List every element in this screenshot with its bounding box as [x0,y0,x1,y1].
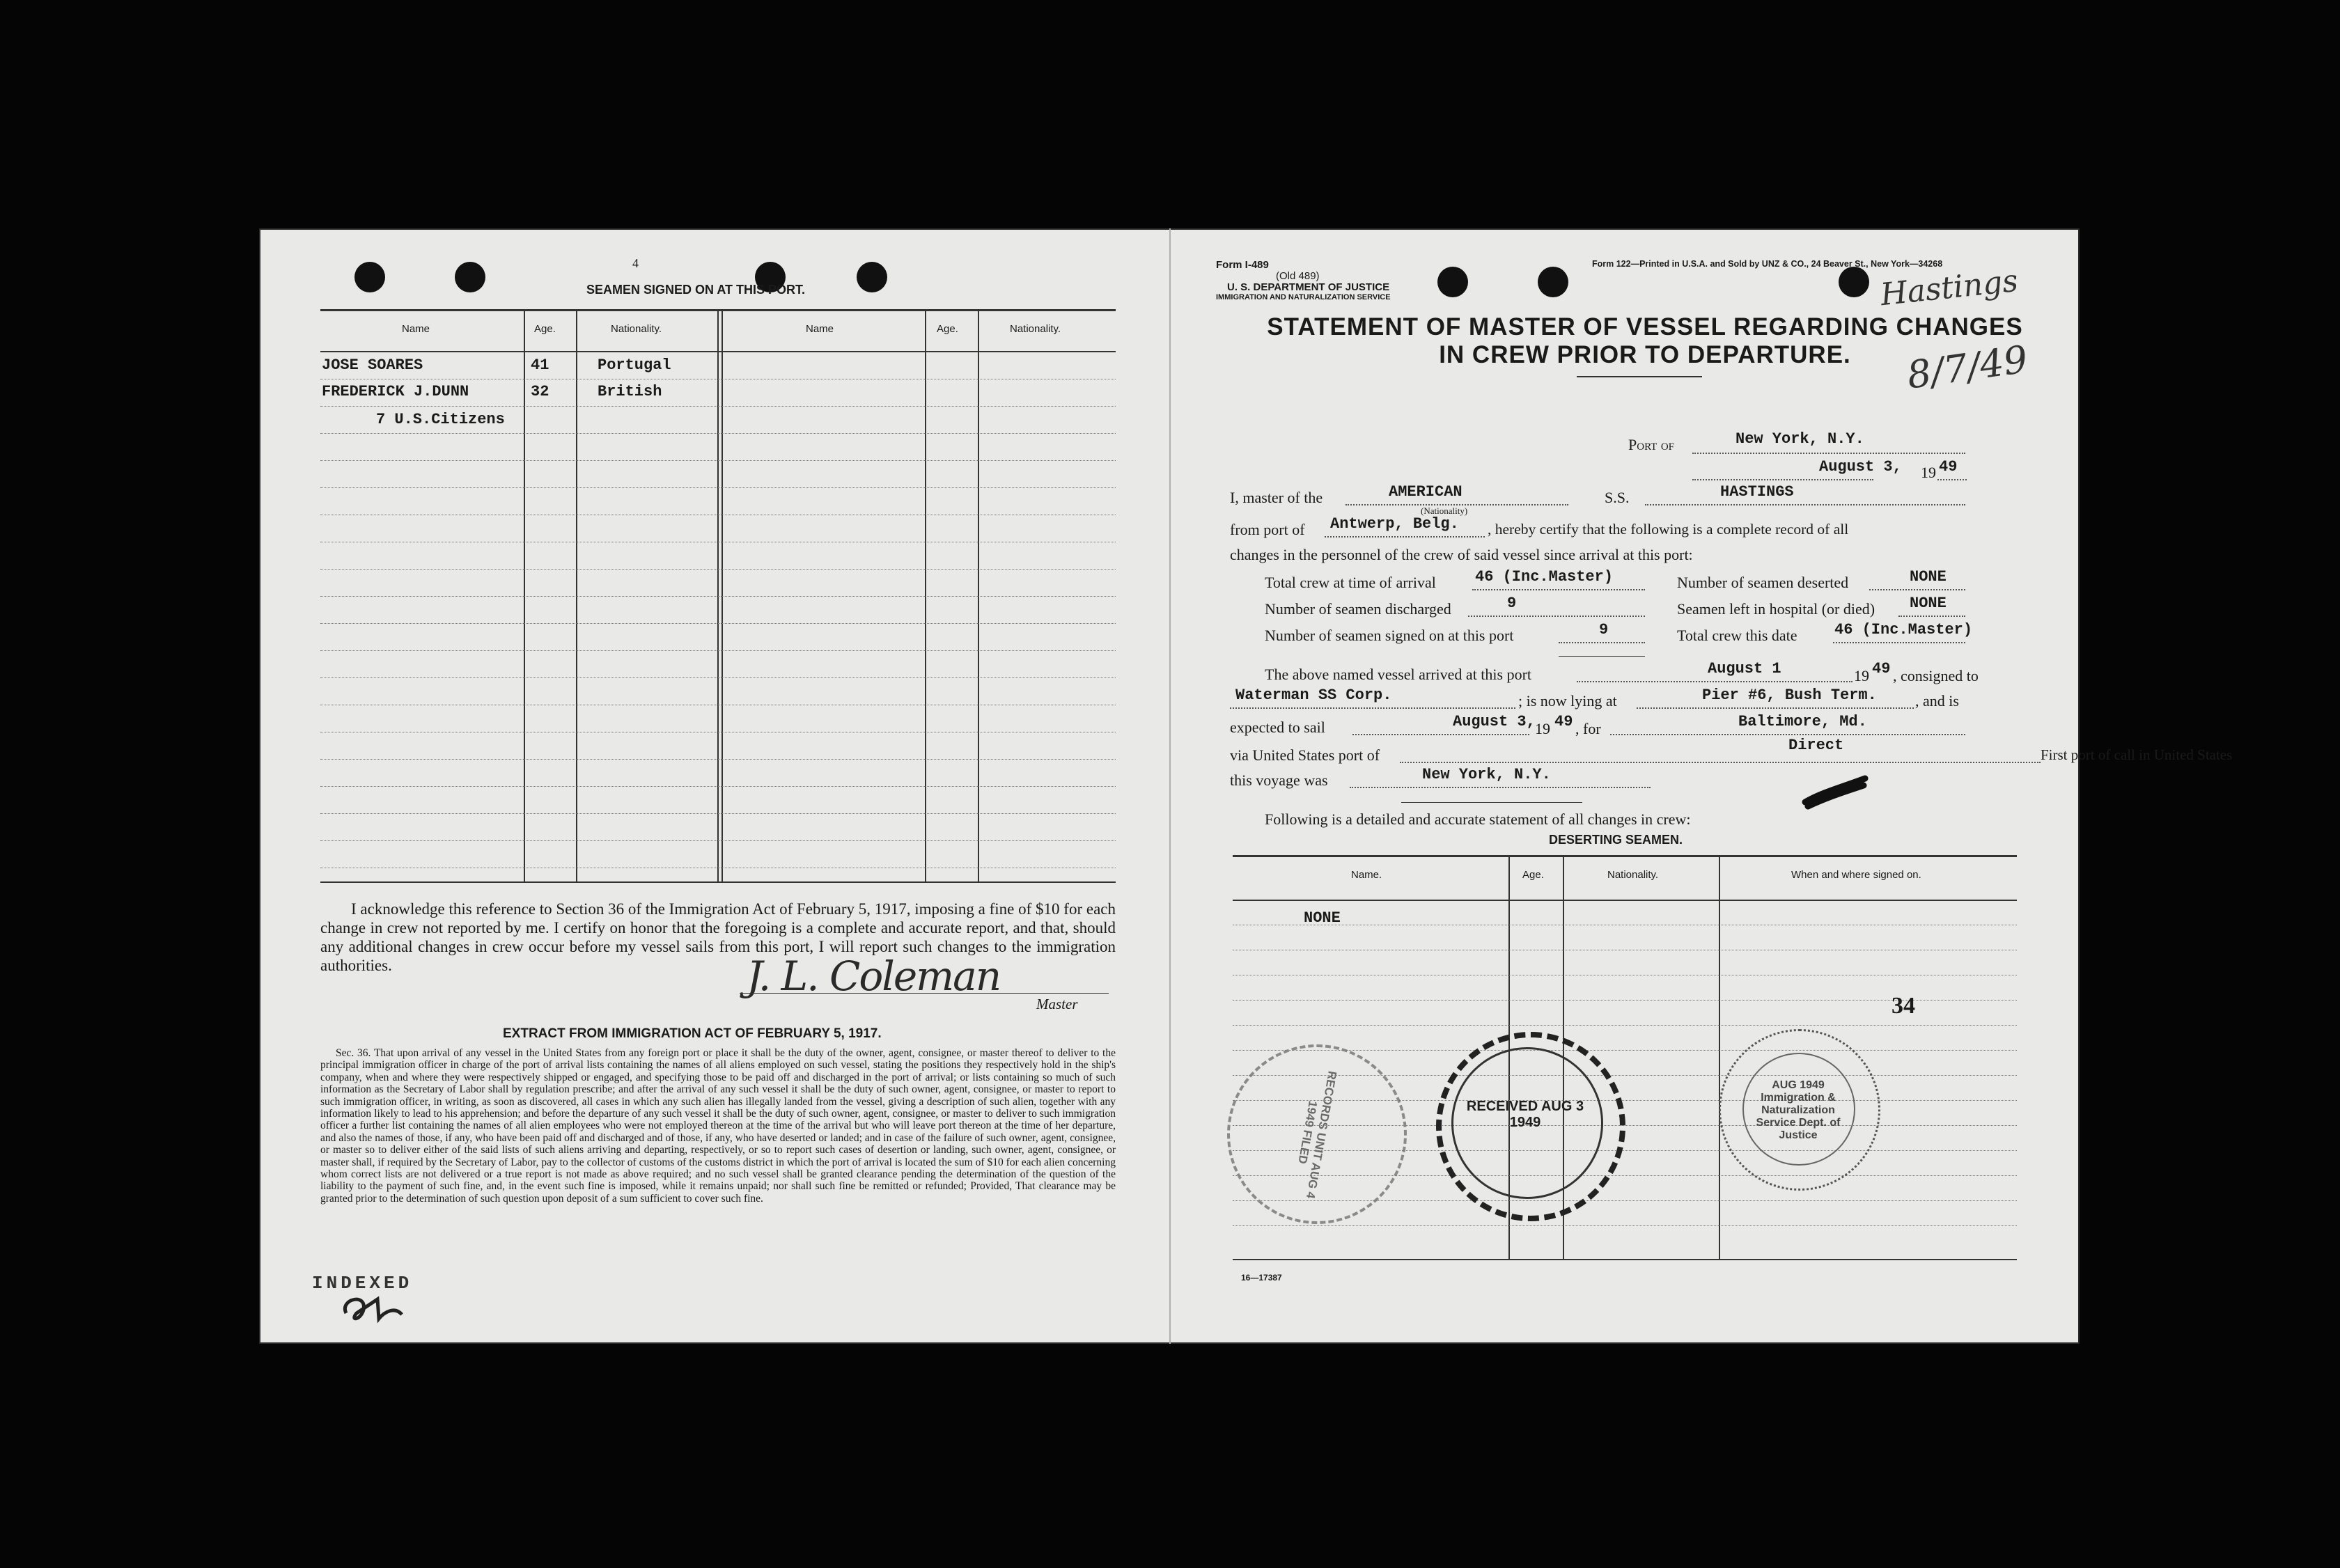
extract-title: EXTRACT FROM IMMIGRATION ACT OF FEBRUARY 5, 1917. [503,1026,882,1041]
seaman-name: FREDERICK J.DUNN [322,383,469,400]
form-title-line1: STATEMENT OF MASTER OF VESSEL REGARDING CHANGES [1267,313,2023,340]
punch-hole [455,262,485,292]
punch-hole [354,262,385,292]
title-rule [1577,376,1702,377]
col-header-nationality: Nationality. [611,323,662,335]
and-is-label: , and is [1915,692,1959,709]
master-signature: J. L. Coleman [747,952,1001,1000]
arrived-value: August 1 [1708,660,1781,677]
punch-hole [857,262,887,292]
sail-year-prefix: 19 [1535,720,1550,737]
lying-label: ; is now lying at [1518,692,1617,709]
signature-caption: Master [1036,996,1078,1012]
from-port-value: Antwerp, Belg. [1330,515,1459,533]
total-arrival-value: 46 (Inc.Master) [1475,568,1614,586]
seaman-name: 7 U.S.Citizens [376,411,505,428]
nationality-caption: (Nationality) [1421,505,1468,516]
year-value: 49 [1939,458,1958,476]
col-header-age: Age. [534,323,556,335]
arrived-year: 49 [1872,660,1891,677]
indexed-stamp: INDEXED [312,1273,413,1294]
punch-hole [1437,267,1468,297]
arrived-year-prefix: 19 [1854,667,1869,684]
deserting-table-header-rule [1233,900,2017,901]
via-value: Direct [1788,737,1844,754]
deserting-table-top [1233,855,2017,857]
ss-label: S.S. [1605,489,1630,506]
deserting-heading: DESERTING SEAMEN. [1549,833,1683,847]
extract-text: Sec. 36. That upon arrival of any vessel in the United States from any foreign port or place it shall be the duty of the owner, agent, consignee, or master thereof to deliver to the principal immigration officer in charge of the port of arrival lists containing the names of all aliens employed on such vessel, stating the positions they respectively hold in the ship's company, when and where they were respectively shipped or engaged, and specifying those to be paid off and discharged in the port of arrival; or lists containing so much of such information as the Secretary of Labor shall by regulation prescribe; and after the arrival of any such vessel it shall be the duty of such owner, agent, consignee, or master to report to such immigration officer, in writing, as soon as discovered, all cases in which any such alien has illegally landed from the vessel, giving a description of such alien, together with any information likely to lead to his apprehension; and before the departure of any such vessel it shall be the duty of such owner, agent, consignee, or master to deliver to such immigration officer a further list containing the names of all alien employees who were not employed thereon at the time of the arrival but who will leave port thereon at the time of her departure, and also the names of those, if any, who have been paid off and discharged and of those, if any, who have deserted or landed; and in case of the failure of such owner, agent, consignee, or master so to deliver either of the said lists of such aliens arriving and departing, respectively, or so to report such cases of desertion or landing, such owner, agent, consignee, or master shall, if required by the Secretary of Labor, pay to the collector of customs of the customs district in which the port of arrival is located the sum of $10 for each alien concerning whom correct lists are not delivered or a true report is not made as above required; and no such vessel shall be granted clearance pending the determination of the question of the liability to the payment of such fine, and, in the event such fine is imposed, while it remains unpaid; nor shall such fine be remitted or refunded; Provided, That clearance may be granted prior to the determination of such question upon deposit of a sum sufficient to cover such fine. [320,1047,1116,1205]
punch-hole [1538,267,1568,297]
seaman-nationality: Portugal [598,356,671,374]
page-number: 4 [632,256,639,270]
from-port-label: from port of [1230,521,1305,538]
deserted-value: NONE [1910,568,1947,586]
pier-value: Pier #6, Bush Term. [1702,687,1877,704]
page-fold [1169,228,1171,1344]
col-header-nationality: Nationality. [1010,323,1061,335]
for-label: , for [1575,720,1601,737]
total-arrival-label: Total crew at time of arrival [1265,574,1436,591]
col-header-name: Name [402,323,430,335]
page-mark: 34 [1892,993,1915,1019]
footer-code: 16—17387 [1241,1273,1282,1283]
consignee-value: Waterman SS Corp. [1235,687,1392,704]
punch-hole [1839,267,1869,297]
seaman-name: JOSE SOARES [322,356,423,374]
deserter-name: NONE [1304,909,1341,927]
date-value: August 3, [1819,458,1902,476]
department-name: U. S. DEPARTMENT OF JUSTICE [1227,281,1390,293]
col-header-age: Age. [1522,869,1544,881]
records-unit-stamp-text: RECORDS UNIT AUG 4 1949 FILED [1295,1069,1339,1200]
discharged-value: 9 [1507,595,1517,612]
form-old-id: (Old 489) [1276,270,1320,282]
expected-label: expected to sail [1230,719,1325,736]
signature-line [740,993,1109,994]
signed-on-value: 9 [1599,621,1609,638]
vessel-value: HASTINGS [1720,483,1794,501]
certify-text: , hereby certify that the following is a complete record of all [1488,521,1849,538]
seaman-age: 41 [531,356,549,374]
seaman-age: 32 [531,383,549,400]
via-label: via United States port of [1230,746,1380,764]
form-id: Form I-489 [1216,259,1269,271]
deserting-table-bottom [1233,1259,2017,1260]
manifest-sheet [259,228,2233,1344]
master-label: I, master of the [1230,489,1323,506]
col-header-name: Name [806,323,834,335]
received-stamp-text: RECEIVED AUG 3 1949 [1466,1099,1584,1130]
service-stamp-text: AUG 1949 Immigration & Naturalization Service Dept. of Justice [1756,1079,1841,1141]
changes-text: changes in the personnel of the crew of said vessel since arrival at this port: [1230,546,1693,563]
sail-year: 49 [1554,713,1573,730]
port-value: New York, N.Y. [1736,430,1864,448]
deserted-label: Number of seamen deserted [1677,574,1849,591]
hospital-value: NONE [1910,595,1947,612]
printer-line: Form 122—Printed in U.S.A. and Sold by UNZ & CO., 24 Beaver St., New York—34268 [1592,259,1943,269]
initials-mark [336,1285,419,1327]
form-title-line2: IN CREW PRIOR TO DEPARTURE. [1439,341,1851,368]
service-name: IMMIGRATION AND NATURALIZATION SERVICE [1216,293,1391,301]
col-header-age: Age. [937,323,958,335]
col-header-name: Name. [1351,869,1382,881]
section-heading: SEAMEN SIGNED ON AT THIS PORT. [586,283,806,297]
handwritten-vessel: Hastings [1878,262,2020,313]
first-port-label: First port of call in United States [2041,746,2233,763]
sail-date-value: August 3, [1453,713,1536,730]
hospital-label: Seamen left in hospital (or died) [1677,600,1875,618]
consigned-label: , consigned to [1893,667,1979,684]
port-label: Port of [1628,436,1675,453]
voyage-value: New York, N.Y. [1422,766,1551,783]
total-date-value: 46 (Inc.Master) [1834,621,1973,638]
acknowledgement-text: I acknowledge this reference to Section 36 of the Immigration Act of February 5, 1917, imposing a fine of $10 for each change in crew not reported by me. I certify on honor that the foregoing is a complete and accurate report, and that, should any additional changes in crew occur before my vessel sails from this port, I will report such changes to the immigration authorities. [320,900,1116,974]
check-scribble [1801,771,1871,813]
seaman-nationality: British [598,383,662,400]
following-text: Following is a detailed and accurate statement of all changes in crew: [1265,810,1691,828]
handwritten-date: 8/7/49 [1904,337,2031,398]
year-prefix: 19 [1921,464,1936,481]
table-bottom-rule [320,881,1116,883]
col-header-nationality: Nationality. [1607,869,1659,881]
voyage-label: this voyage was [1230,771,1328,789]
nationality-value: AMERICAN [1389,483,1462,501]
destination-value: Baltimore, Md. [1738,713,1867,730]
arrived-label: The above named vessel arrived at this port [1265,666,1532,683]
col-header-signed-on: When and where signed on. [1791,869,1921,881]
signed-on-label: Number of seamen signed on at this port [1265,627,1514,644]
discharged-label: Number of seamen discharged [1265,600,1451,618]
total-date-label: Total crew this date [1677,627,1797,644]
